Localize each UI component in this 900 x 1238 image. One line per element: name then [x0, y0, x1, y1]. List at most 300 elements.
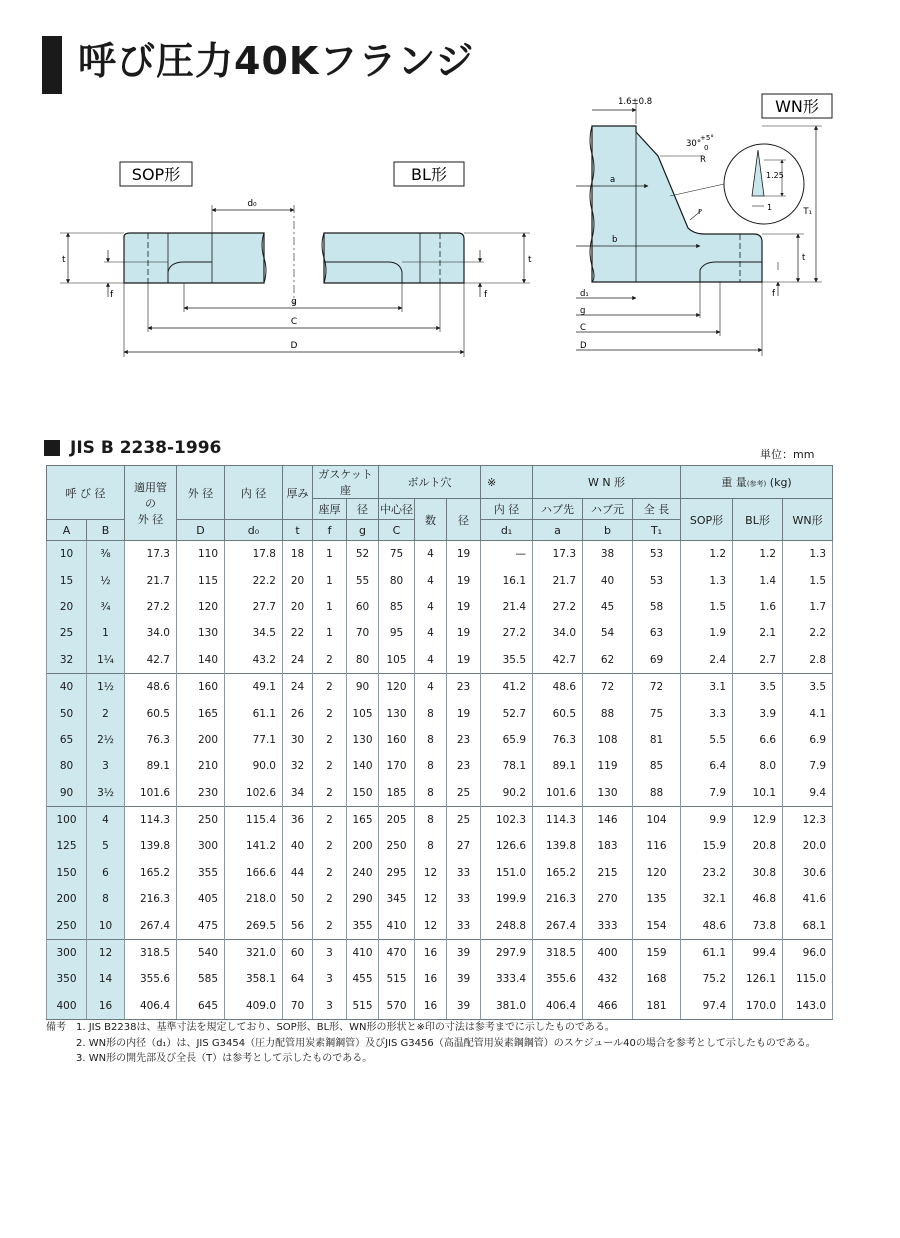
- table-cell: 2: [313, 753, 347, 779]
- table-cell: 165: [177, 700, 225, 726]
- table-cell: 183: [583, 833, 633, 859]
- table-cell: 143.0: [783, 993, 833, 1020]
- table-cell: 80: [347, 647, 379, 674]
- table-cell: 56: [283, 912, 313, 939]
- table-cell: 55: [347, 567, 379, 593]
- table-row: [47, 673, 833, 700]
- table-cell: 90: [47, 780, 87, 807]
- table-cell: 42.7: [125, 647, 177, 674]
- table-cell: 27.2: [125, 594, 177, 620]
- table-row: [47, 860, 833, 886]
- notes-label: 備考: [46, 1022, 66, 1033]
- header-sym-D: D: [177, 520, 225, 541]
- header-sym-B: B: [87, 520, 125, 541]
- wn-label: WN形: [775, 97, 819, 116]
- table-cell: 2: [313, 886, 347, 912]
- table-cell: 475: [177, 912, 225, 939]
- table-cell: 52.7: [481, 700, 533, 726]
- table-cell: 165: [347, 806, 379, 833]
- table-cell: 25: [447, 806, 481, 833]
- table-cell: 240: [347, 860, 379, 886]
- table-cell: 34: [283, 780, 313, 807]
- header-weight-ref: (参考): [746, 480, 767, 488]
- table-cell: 42.7: [533, 647, 583, 674]
- table-row: [47, 567, 833, 593]
- table-cell: 2: [313, 833, 347, 859]
- table-cell: 466: [583, 993, 633, 1020]
- table-cell: 270: [583, 886, 633, 912]
- table-cell: 30: [283, 727, 313, 753]
- dim-D-label-wn: D: [580, 341, 587, 351]
- table-cell: 3: [313, 939, 347, 966]
- table-cell: 108: [583, 727, 633, 753]
- standard-heading: [44, 438, 221, 458]
- table-cell: 216.3: [125, 886, 177, 912]
- header-weight-label: 重 量: [721, 476, 747, 489]
- table-cell: 125: [47, 833, 87, 859]
- note-item: 2. WN形の内径（d₁）は、JIS G3454（圧力配管用炭素鋼鋼管）及びJIS G3456（高温配管用炭素鋼鋼管）のスケジュール40の場合を参考として示したものである。: [76, 1037, 816, 1049]
- dim-gap-label: 1.6±0.8: [618, 97, 653, 107]
- table-cell: 645: [177, 993, 225, 1020]
- table-cell: 38: [583, 541, 633, 568]
- table-cell: 69: [633, 647, 681, 674]
- table-cell: 39: [447, 993, 481, 1020]
- table-cell: 250: [379, 833, 415, 859]
- table-cell: 1: [313, 541, 347, 568]
- table-cell: 2: [313, 673, 347, 700]
- table-cell: 72: [633, 673, 681, 700]
- table-cell: 135: [633, 886, 681, 912]
- dim-angle-label: 30°: [686, 139, 702, 149]
- table-cell: 1.2: [733, 541, 783, 568]
- table-cell: 49.1: [225, 673, 283, 700]
- table-cell: 85: [633, 753, 681, 779]
- table-cell: 146: [583, 806, 633, 833]
- flange-spec-table: [46, 465, 833, 1020]
- table-cell: 119: [583, 753, 633, 779]
- table-cell: 20.8: [733, 833, 783, 859]
- table-cell: 1: [313, 567, 347, 593]
- table-cell: 89.1: [533, 753, 583, 779]
- table-row: [47, 594, 833, 620]
- bl-label-box: [394, 162, 464, 186]
- table-cell: 139.8: [125, 833, 177, 859]
- table-cell: 44: [283, 860, 313, 886]
- table-cell: 10: [47, 541, 87, 568]
- table-cell: 30.8: [733, 860, 783, 886]
- table-cell: 24: [283, 673, 313, 700]
- table-cell: 4: [415, 673, 447, 700]
- table-cell: 25: [47, 620, 87, 646]
- table-cell: 46.8: [733, 886, 783, 912]
- table-cell: 24: [283, 647, 313, 674]
- table-cell: 12: [415, 860, 447, 886]
- table-cell: 78.1: [481, 753, 533, 779]
- flange-diagrams: [0, 90, 900, 390]
- table-cell: 215: [583, 860, 633, 886]
- table-cell: 114.3: [125, 806, 177, 833]
- table-cell: 4.1: [783, 700, 833, 726]
- table-cell: 68.1: [783, 912, 833, 939]
- dim-f-label-wn: f: [772, 289, 775, 299]
- spec-table-body: [47, 541, 833, 1020]
- table-cell: 290: [347, 886, 379, 912]
- table-cell: 130: [583, 780, 633, 807]
- table-cell: 410: [379, 912, 415, 939]
- table-cell: 318.5: [125, 939, 177, 966]
- table-cell: 76.3: [533, 727, 583, 753]
- table-cell: 7.9: [783, 753, 833, 779]
- table-cell: ¾: [87, 594, 125, 620]
- table-cell: 15.9: [681, 833, 733, 859]
- table-cell: 63: [633, 620, 681, 646]
- table-cell: 81: [633, 727, 681, 753]
- table-cell: 41.6: [783, 886, 833, 912]
- table-cell: 76.3: [125, 727, 177, 753]
- table-row: [47, 753, 833, 779]
- table-cell: 36: [283, 806, 313, 833]
- table-cell: 1.7: [783, 594, 833, 620]
- dim-f-label-sop: f: [110, 290, 114, 300]
- table-cell: 141.2: [225, 833, 283, 859]
- table-cell: 52: [347, 541, 379, 568]
- table-cell: 16: [87, 993, 125, 1020]
- header-gasket-dia: 径: [347, 499, 379, 520]
- table-cell: 54: [583, 620, 633, 646]
- table-cell: 80: [379, 567, 415, 593]
- table-cell: 8: [415, 727, 447, 753]
- header-sym-t: t: [283, 520, 313, 541]
- wn-label-box: [762, 94, 832, 118]
- table-cell: 3.3: [681, 700, 733, 726]
- title-bar-decoration: [42, 36, 62, 94]
- table-cell: 8: [415, 806, 447, 833]
- dim-tol-zero-label: 0: [704, 144, 709, 152]
- table-cell: 17.3: [125, 541, 177, 568]
- table-cell: 72: [583, 673, 633, 700]
- table-cell: 540: [177, 939, 225, 966]
- table-cell: 33: [447, 912, 481, 939]
- table-cell: 2: [313, 860, 347, 886]
- table-cell: 12.3: [783, 806, 833, 833]
- table-row: [47, 727, 833, 753]
- table-cell: 61.1: [681, 939, 733, 966]
- table-cell: 60.5: [533, 700, 583, 726]
- table-cell: 61.1: [225, 700, 283, 726]
- table-cell: 23: [447, 673, 481, 700]
- table-cell: 73.8: [733, 912, 783, 939]
- table-cell: 210: [177, 753, 225, 779]
- table-cell: 140: [347, 753, 379, 779]
- table-cell: 405: [177, 886, 225, 912]
- table-cell: 170: [379, 753, 415, 779]
- table-cell: 34.0: [125, 620, 177, 646]
- header-sym-d1: d₁: [481, 520, 533, 541]
- dim-d0-label: d₀: [247, 199, 257, 209]
- table-cell: 6.4: [681, 753, 733, 779]
- table-cell: 16.1: [481, 567, 533, 593]
- table-cell: ½: [87, 567, 125, 593]
- header-pipe-od-line3: 外 径: [137, 513, 164, 526]
- dim-C-label: C: [290, 317, 298, 327]
- table-cell: 96.0: [783, 939, 833, 966]
- table-cell: 33: [447, 860, 481, 886]
- table-cell: 381.0: [481, 993, 533, 1020]
- table-cell: 2.1: [733, 620, 783, 646]
- table-cell: 21.7: [533, 567, 583, 593]
- table-cell: 3: [87, 753, 125, 779]
- table-cell: 160: [379, 727, 415, 753]
- table-cell: 43.2: [225, 647, 283, 674]
- table-cell: 3.5: [783, 673, 833, 700]
- table-cell: 409.0: [225, 993, 283, 1020]
- header-sym-f: f: [313, 520, 347, 541]
- table-cell: 27.2: [481, 620, 533, 646]
- table-cell: 1: [87, 620, 125, 646]
- table-cell: 20.0: [783, 833, 833, 859]
- dim-1-label: 1: [767, 203, 773, 212]
- table-cell: 410: [347, 939, 379, 966]
- table-cell: 22: [283, 620, 313, 646]
- table-cell: 130: [347, 727, 379, 753]
- table-cell: 12.9: [733, 806, 783, 833]
- header-wn-hub-base: ハブ元: [583, 499, 633, 520]
- table-cell: 140: [177, 647, 225, 674]
- table-cell: 250: [47, 912, 87, 939]
- table-cell: 321.0: [225, 939, 283, 966]
- table-cell: 85: [379, 594, 415, 620]
- table-cell: 12: [415, 912, 447, 939]
- table-cell: 1.9: [681, 620, 733, 646]
- table-cell: 75.2: [681, 966, 733, 992]
- table-cell: 185: [379, 780, 415, 807]
- table-cell: 300: [177, 833, 225, 859]
- page-title: 呼び圧力40Kフランジ: [78, 39, 475, 83]
- header-wn-mark: ※: [481, 466, 533, 499]
- table-cell: 168: [633, 966, 681, 992]
- table-cell: 70: [283, 993, 313, 1020]
- table-cell: 33: [447, 886, 481, 912]
- table-cell: 3.9: [733, 700, 783, 726]
- table-cell: 2.7: [733, 647, 783, 674]
- table-cell: 17.8: [225, 541, 283, 568]
- table-cell: 4: [415, 620, 447, 646]
- table-row: [47, 886, 833, 912]
- table-cell: 19: [447, 700, 481, 726]
- table-cell: 115.0: [783, 966, 833, 992]
- table-cell: 16: [415, 939, 447, 966]
- table-cell: 40: [583, 567, 633, 593]
- header-pipe-od-line2: の: [145, 497, 156, 510]
- table-cell: 151.0: [481, 860, 533, 886]
- note-item: 3. WN形の開先部及び全長（T）は参考として示したものである。: [76, 1053, 373, 1064]
- table-cell: 16: [415, 993, 447, 1020]
- table-cell: 50: [47, 700, 87, 726]
- table-cell: 26: [283, 700, 313, 726]
- table-cell: 355: [347, 912, 379, 939]
- table-cell: 9.9: [681, 806, 733, 833]
- table-cell: 126.6: [481, 833, 533, 859]
- table-cell: 8: [415, 700, 447, 726]
- table-cell: 470: [379, 939, 415, 966]
- table-cell: 515: [379, 966, 415, 992]
- table-cell: 200: [347, 833, 379, 859]
- table-cell: 2: [313, 700, 347, 726]
- header-wn: W N 形: [533, 466, 681, 499]
- table-cell: 25: [447, 780, 481, 807]
- table-cell: 8.0: [733, 753, 783, 779]
- table-cell: 62: [583, 647, 633, 674]
- table-row: [47, 833, 833, 859]
- table-cell: 4: [415, 647, 447, 674]
- table-cell: 53: [633, 541, 681, 568]
- table-cell: 295: [379, 860, 415, 886]
- table-cell: 1: [313, 594, 347, 620]
- dim-125-label: 1.25: [766, 171, 784, 180]
- table-cell: 80: [47, 753, 87, 779]
- table-cell: 105: [347, 700, 379, 726]
- table-cell: 50: [283, 886, 313, 912]
- table-cell: 65: [47, 727, 87, 753]
- header-bolt-dia: 径: [447, 499, 481, 541]
- bl-label: BL形: [411, 165, 447, 184]
- table-cell: 1.3: [783, 541, 833, 568]
- table-cell: 1.3: [681, 567, 733, 593]
- table-cell: 3: [313, 993, 347, 1020]
- table-cell: 333: [583, 912, 633, 939]
- table-cell: 90: [347, 673, 379, 700]
- header-sym-b: b: [583, 520, 633, 541]
- table-cell: 64: [283, 966, 313, 992]
- table-cell: 166.6: [225, 860, 283, 886]
- header-weight-sop: SOP形: [681, 499, 733, 541]
- table-cell: 99.4: [733, 939, 783, 966]
- table-cell: 19: [447, 567, 481, 593]
- table-cell: 4: [415, 541, 447, 568]
- table-row: [47, 912, 833, 939]
- table-cell: 32.1: [681, 886, 733, 912]
- dim-T1-label: T₁: [803, 207, 812, 217]
- sop-flange-drawing: [124, 205, 294, 305]
- header-sym-a: a: [533, 520, 583, 541]
- table-cell: 75: [633, 700, 681, 726]
- table-cell: 150: [47, 860, 87, 886]
- table-cell: 358.1: [225, 966, 283, 992]
- header-sym-C: C: [379, 520, 415, 541]
- dim-a-label: a: [610, 175, 616, 185]
- dim-t-label-sop: t: [62, 255, 66, 265]
- table-cell: 27.7: [225, 594, 283, 620]
- table-cell: 9.4: [783, 780, 833, 807]
- table-cell: 1.5: [681, 594, 733, 620]
- table-cell: 20: [47, 594, 87, 620]
- table-cell: 60: [283, 939, 313, 966]
- table-cell: 5.5: [681, 727, 733, 753]
- table-cell: 130: [379, 700, 415, 726]
- dim-g-label: g: [291, 297, 297, 307]
- header-sym-A: A: [47, 520, 87, 541]
- header-weight-bl: BL形: [733, 499, 783, 541]
- table-cell: 110: [177, 541, 225, 568]
- table-cell: 48.6: [125, 673, 177, 700]
- table-cell: 355: [177, 860, 225, 886]
- table-cell: 19: [447, 541, 481, 568]
- table-cell: 139.8: [533, 833, 583, 859]
- header-weight-wn: WN形: [783, 499, 833, 541]
- table-cell: 23: [447, 753, 481, 779]
- header-gasket: ガスケット座: [313, 466, 379, 499]
- table-cell: 60: [347, 594, 379, 620]
- table-row: [47, 993, 833, 1020]
- table-cell: 101.6: [533, 780, 583, 807]
- table-cell: 17.3: [533, 541, 583, 568]
- table-cell: 2: [313, 647, 347, 674]
- note-item: 1. JIS B2238は、基準寸法を規定しており、SOP形、BL形、WN形の形状と※印の寸法は参考までに示したものである。: [76, 1022, 615, 1033]
- table-cell: 216.3: [533, 886, 583, 912]
- table-cell: 8: [415, 833, 447, 859]
- table-cell: 90.2: [481, 780, 533, 807]
- table-cell: 27.2: [533, 594, 583, 620]
- table-cell: 570: [379, 993, 415, 1020]
- dim-r-label: r: [698, 207, 702, 217]
- table-cell: 65.9: [481, 727, 533, 753]
- table-cell: 230: [177, 780, 225, 807]
- table-cell: 6.6: [733, 727, 783, 753]
- standard-label: JIS B 2238-1996: [70, 438, 222, 458]
- header-wn-inner: 内 径: [481, 499, 533, 520]
- table-cell: 1.2: [681, 541, 733, 568]
- table-cell: 1½: [87, 673, 125, 700]
- table-cell: 21.4: [481, 594, 533, 620]
- table-cell: 75: [379, 541, 415, 568]
- table-cell: 88: [633, 780, 681, 807]
- dim-g-label-wn: g: [580, 306, 586, 316]
- table-row: [47, 780, 833, 807]
- table-cell: 126.1: [733, 966, 783, 992]
- dim-b-label: b: [612, 235, 618, 245]
- table-cell: 102.6: [225, 780, 283, 807]
- table-cell: 160: [177, 673, 225, 700]
- table-cell: 6: [87, 860, 125, 886]
- table-cell: 30.6: [783, 860, 833, 886]
- header-wn-length: 全 長: [633, 499, 681, 520]
- header-nominal: 呼 び 径: [47, 466, 125, 520]
- table-cell: 181: [633, 993, 681, 1020]
- dim-C-label-wn: C: [580, 323, 586, 333]
- table-cell: 2: [87, 700, 125, 726]
- table-cell: 200: [47, 886, 87, 912]
- header-bolt-count: 数: [415, 499, 447, 541]
- table-cell: 77.1: [225, 727, 283, 753]
- table-cell: 88: [583, 700, 633, 726]
- table-cell: 48.6: [681, 912, 733, 939]
- table-cell: 53: [633, 567, 681, 593]
- table-cell: 60.5: [125, 700, 177, 726]
- table-cell: 116: [633, 833, 681, 859]
- table-cell: 58: [633, 594, 681, 620]
- table-cell: 39: [447, 966, 481, 992]
- table-cell: 18: [283, 541, 313, 568]
- table-row: [47, 620, 833, 646]
- table-cell: 22.2: [225, 567, 283, 593]
- table-cell: 115.4: [225, 806, 283, 833]
- notes-list: [76, 1020, 816, 1067]
- table-cell: 5: [87, 833, 125, 859]
- table-cell: 14: [87, 966, 125, 992]
- table-cell: 12: [415, 886, 447, 912]
- table-cell: 105: [379, 647, 415, 674]
- notes-section: [46, 1020, 816, 1067]
